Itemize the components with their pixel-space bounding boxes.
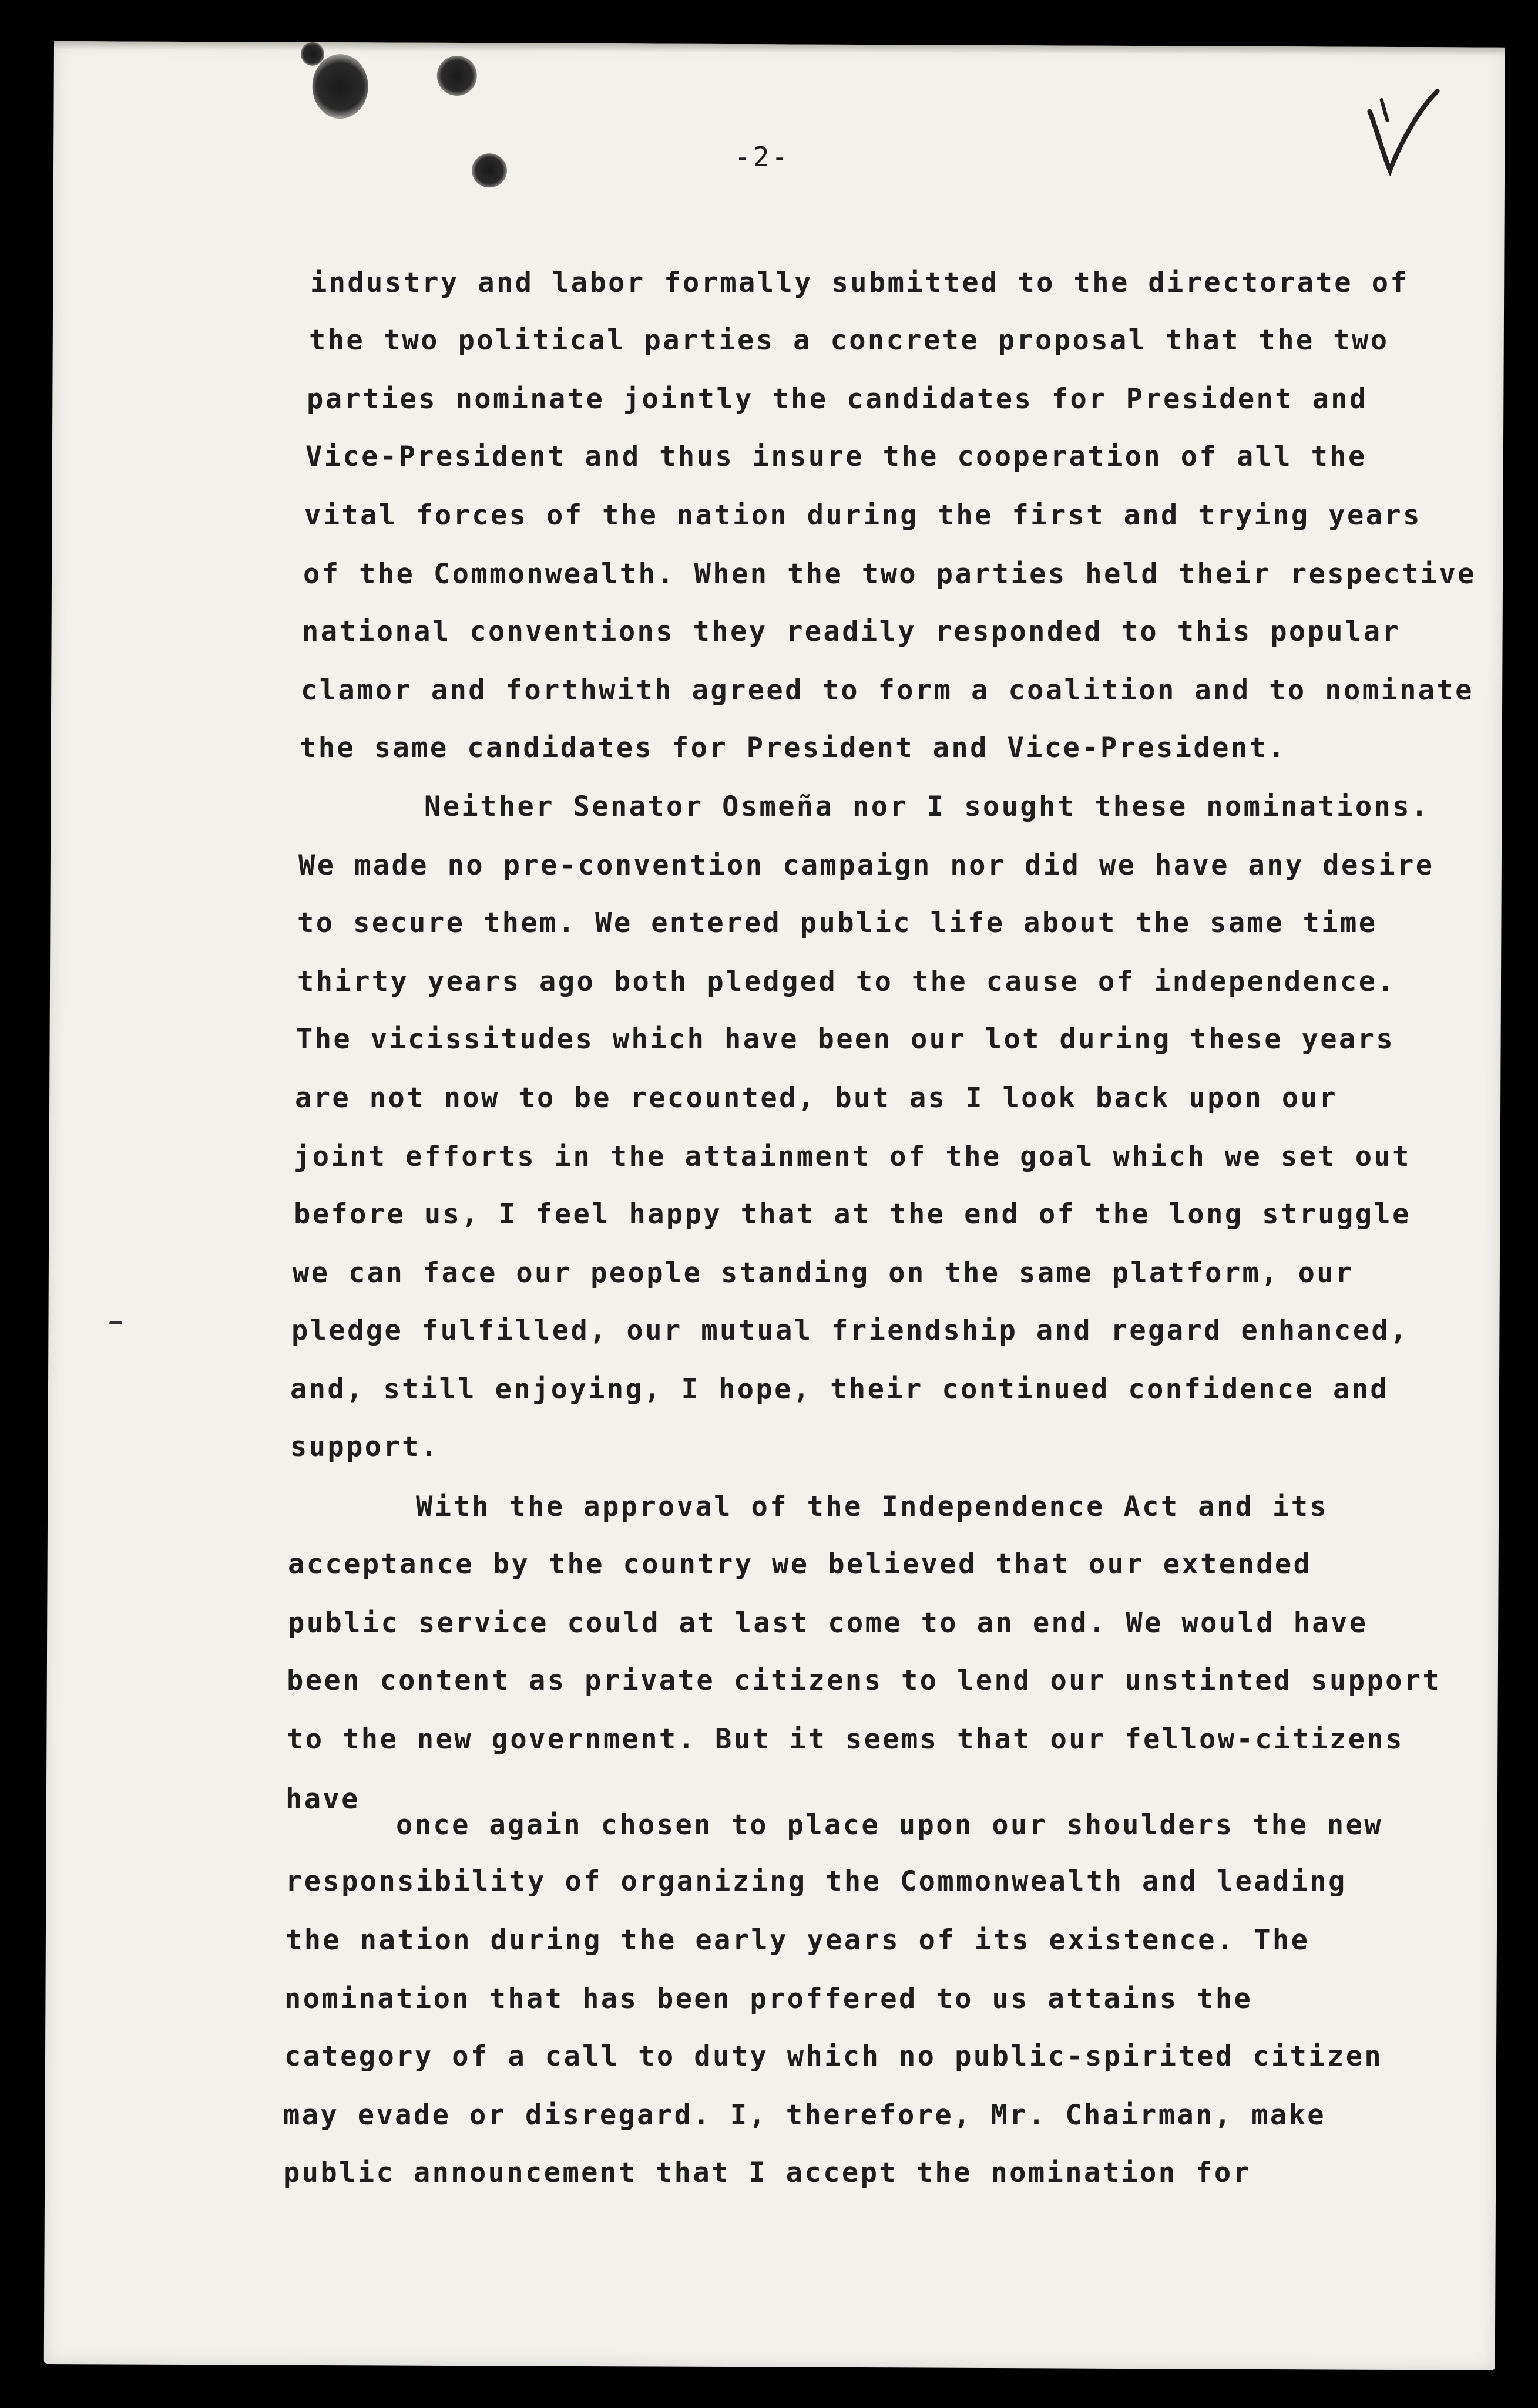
text-line: once again chosen to place upon our shoulders the new — [396, 1809, 1383, 1841]
text-line: nomination that has been proffered to us attains the — [284, 1983, 1253, 2015]
text-line: vital forces of the nation during the first and trying years — [304, 499, 1422, 532]
text-line: With the approval of the Independence Act and its — [416, 1491, 1329, 1523]
text-line: we can face our people standing on the same platform, our — [293, 1257, 1354, 1289]
text-line: been content as private citizens to lend our unstinted support — [287, 1664, 1442, 1697]
text-line: of the Commonwealth. When the two parties held their respective — [303, 558, 1476, 590]
text-line: the same candidates for President and Vice-President. — [300, 732, 1287, 764]
text-line: The vicissitudes which have been our lot during these years — [296, 1023, 1395, 1055]
text-line: before us, I feel happy that at the end of the long struggle — [294, 1198, 1411, 1230]
text-line: acceptance by the country we believed that our extended — [288, 1548, 1312, 1580]
text-line: public announcement that I accept the nomination for — [283, 2157, 1252, 2189]
text-line: We made no pre-convention campaign nor did we have any desire — [298, 849, 1435, 882]
page-number: -2- — [734, 141, 791, 173]
text-line: have — [286, 1783, 360, 1815]
text-line: Vice-President and thus insure the cooperation of all the — [305, 440, 1367, 473]
text-line: public service could at last come to an end. We would have — [288, 1607, 1368, 1639]
text-line: support. — [290, 1431, 439, 1463]
text-line: category of a call to duty which no public-spirited citizen — [284, 2040, 1383, 2073]
text-line: thirty years ago both pledged to the cause of independence. — [297, 966, 1396, 998]
text-line: to secure them. We entered public life about the same time — [297, 907, 1378, 939]
text-line: and, still enjoying, I hope, their continued confidence and — [290, 1373, 1389, 1405]
text-line: clamor and forthwith agreed to form a coalition and to nominate — [301, 674, 1474, 707]
text-line: pledge fulfilled, our mutual friendship and regard enhanced, — [291, 1314, 1409, 1347]
text-line: responsibility of organizing the Commonwealth and leading — [286, 1865, 1347, 1898]
text-line: industry and labor formally submitted to the directorate of — [310, 267, 1409, 299]
text-line: joint efforts in the attainment of the goal which we set out — [294, 1141, 1411, 1173]
text-line: national conventions they readily responded to this popular — [302, 616, 1401, 648]
text-line: the two political parties a concrete proposal that the two — [309, 324, 1389, 357]
text-line: may evade or disregard. I, therefore, Mr. Chairman, make — [283, 2099, 1326, 2131]
text-line: the nation during the early years of its existence. The — [286, 1924, 1310, 1956]
text-line: are not now to be recounted, but as I look back upon our — [295, 1082, 1338, 1114]
text-line: parties nominate jointly the candidates for President and — [307, 383, 1368, 415]
text-line: to the new government. But it seems that our fellow-citizens — [287, 1723, 1404, 1755]
text-line: Neither Senator Osmeña nor I sought these nominations. — [424, 791, 1430, 823]
